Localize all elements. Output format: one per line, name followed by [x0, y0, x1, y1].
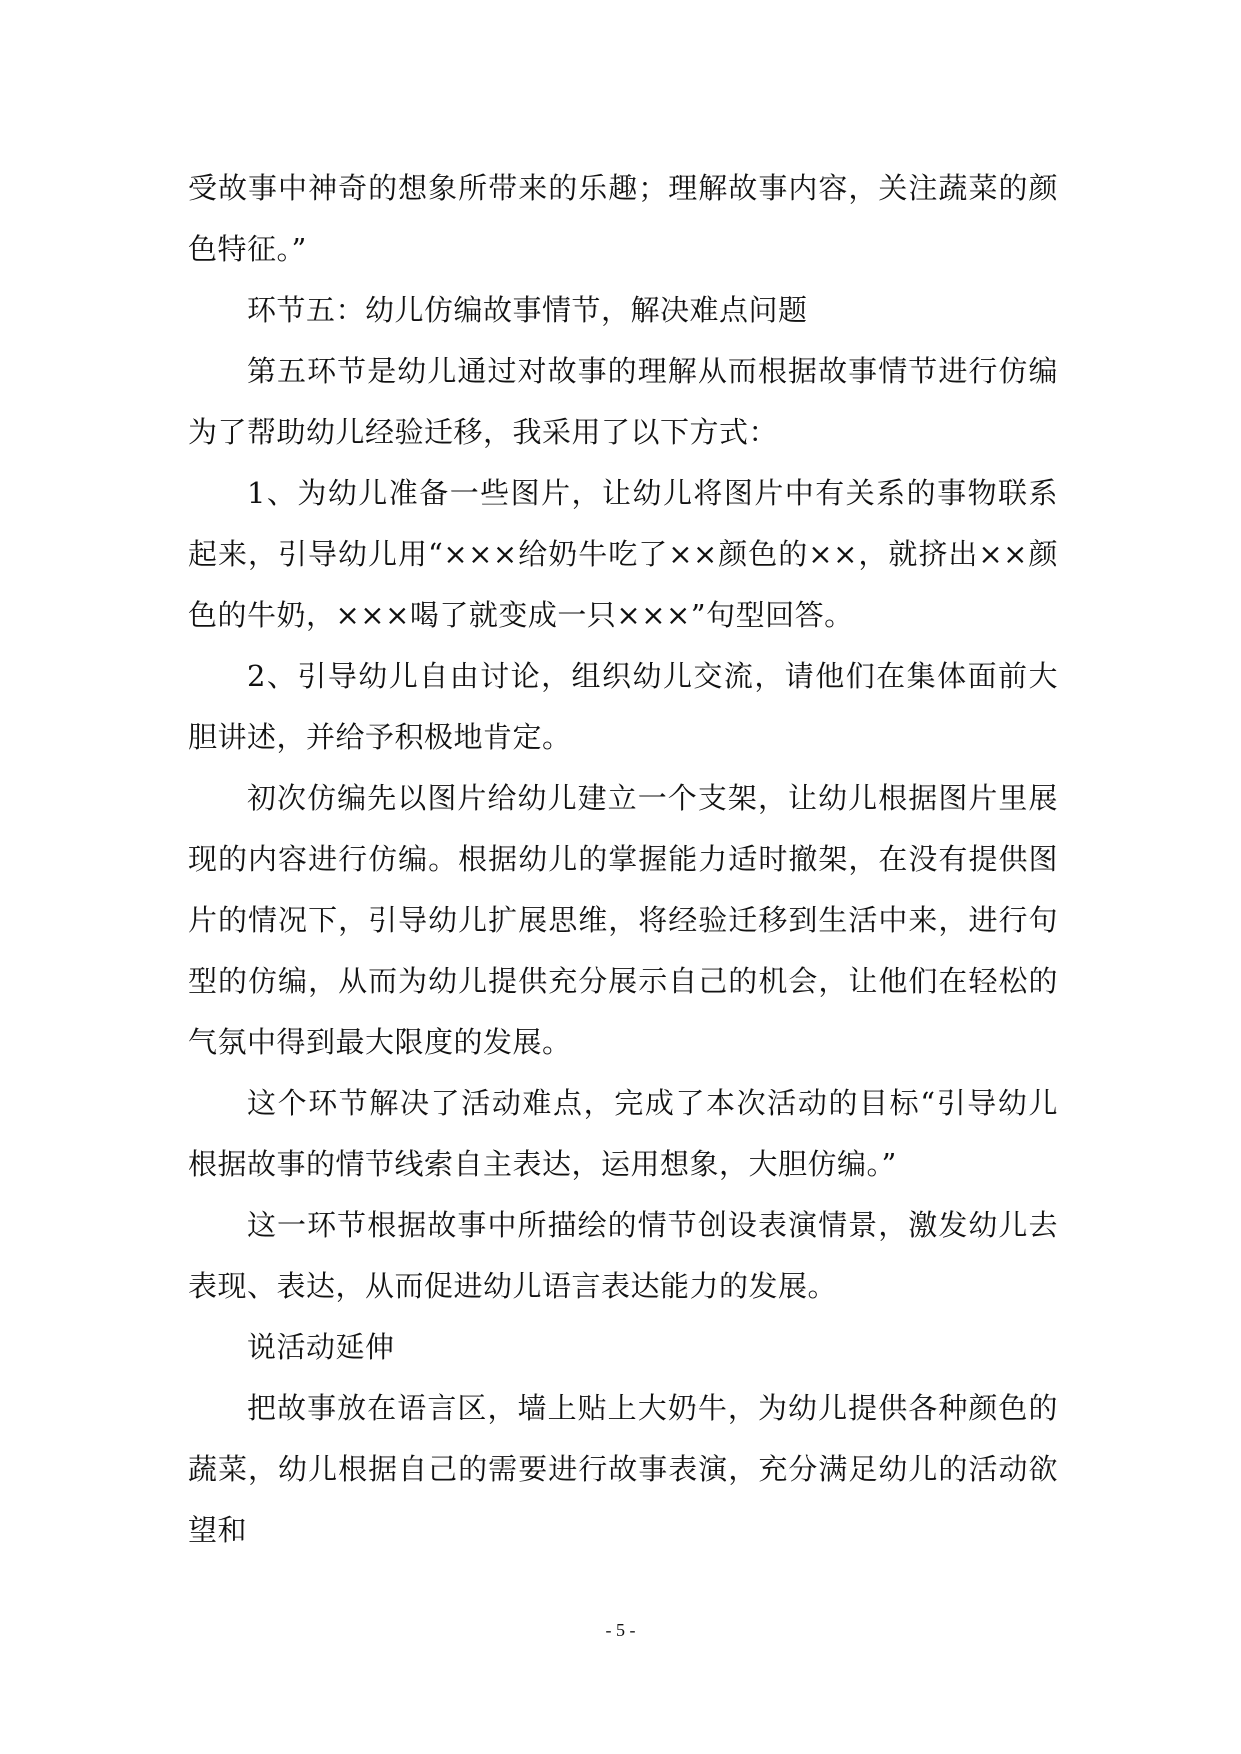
paragraph-6: 初次仿编先以图片给幼儿建立一个支架，让幼儿根据图片里展现的内容进行仿编。根据幼儿的掌握能力适时撤架，在没有提供图片的情况下，引导幼儿扩展思维，将经验迁移到生活中来，进行句型的仿编，从而为幼儿提供充分展示自己的机会，让他们在轻松的气氛中得到最大限度的发展。	[188, 781, 1058, 1059]
paragraph-3: 第五环节是幼儿通过对故事的理解从而根据故事情节进行仿编为了帮助幼儿经验迁移，我采用了以下方式：	[188, 354, 1058, 449]
paragraph-9: 说活动延伸	[247, 1330, 395, 1364]
paragraph-5: 2、引导幼儿自由讨论，组织幼儿交流，请他们在集体面前大胆讲述，并给予积极地肯定。	[188, 659, 1058, 754]
paragraph-10: 把故事放在语言区，墙上贴上大奶牛，为幼儿提供各种颜色的蔬菜，幼儿根据自己的需要进行故事表演，充分满足幼儿的活动欲望和	[188, 1391, 1058, 1547]
paragraph-2: 环节五：幼儿仿编故事情节，解决难点问题	[247, 293, 808, 327]
document-body	[188, 158, 1058, 1561]
paragraph-1: 受故事中神奇的想象所带来的乐趣；理解故事内容，关注蔬菜的颜色特征。”	[188, 171, 1058, 266]
paragraph-4: 1、为幼儿准备一些图片，让幼儿将图片中有关系的事物联系起来，引导幼儿用“×××给奶牛吃了××颜色的××，就挤出××颜色的牛奶，×××喝了就变成一只×××”句型回答。	[188, 476, 1058, 632]
paragraph-8: 这一环节根据故事中所描绘的情节创设表演情景，激发幼儿去表现、表达，从而促进幼儿语言表达能力的发展。	[188, 1208, 1058, 1303]
page-number: - 5 -	[605, 1620, 636, 1640]
paragraph-7: 这个环节解决了活动难点，完成了本次活动的目标“引导幼儿根据故事的情节线索自主表达，运用想象，大胆仿编。”	[188, 1086, 1058, 1181]
